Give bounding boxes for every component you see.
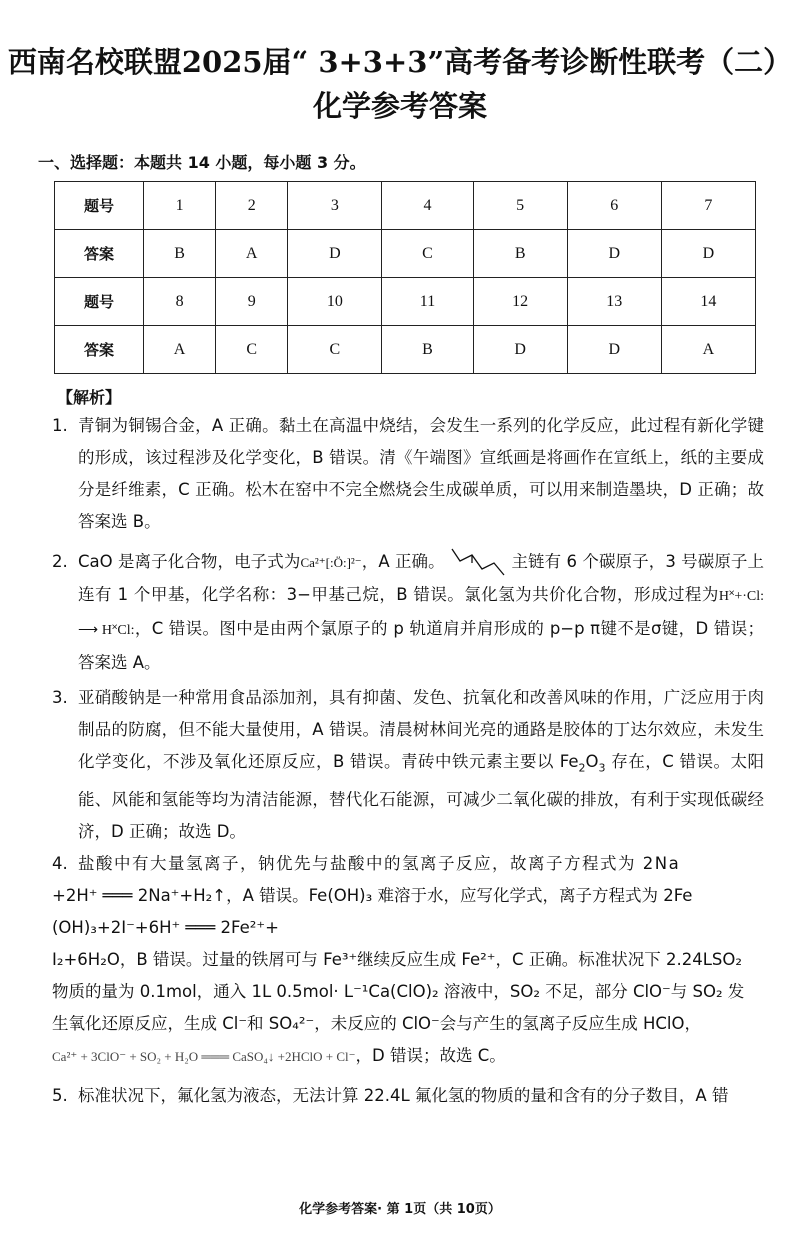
item-line: 生氧化还原反应，生成 Cl⁻和 SO₄²⁻，未反应的 ClO⁻会与产生的氢离子反应生成 HClO， <box>52 1014 701 1033</box>
page-title-line1: 西南名校联盟2025届“ 3+3+3”高考备考诊断性联考（二） <box>7 45 793 79</box>
subscript: 3 <box>598 761 606 775</box>
table-cell: D <box>473 326 567 374</box>
item-text: ，C 错误。图中是由两个氯原子的 p 轨道肩并肩形成的 p−p π键不是σ键，D 错误；答案选 A。 <box>78 619 764 672</box>
item-text: ，D 错误；故选 C。 <box>355 1046 506 1065</box>
table-row-header: 答案 <box>55 326 144 374</box>
table-cell: 10 <box>288 278 382 326</box>
table-cell: D <box>567 230 661 278</box>
table-cell: 11 <box>382 278 473 326</box>
item-number: 3. <box>52 688 68 707</box>
table-row-header: 题号 <box>55 182 144 230</box>
subscript: 2 <box>578 761 586 775</box>
table-row <box>55 326 756 374</box>
item-line: +2H⁺ ═══ 2Na⁺+H₂↑，A 错误。Fe(OH)₃ 难溶于水，应写化学式，离子方程式为 2Fe <box>52 886 693 905</box>
page-title-line2: 化学参考答案 <box>312 89 487 123</box>
table-cell: C <box>288 326 382 374</box>
item-text: CaO 是离子化合物，电子式为 <box>78 552 301 571</box>
table-cell: D <box>661 230 755 278</box>
table-cell: C <box>382 230 473 278</box>
table-cell: 2 <box>216 182 288 230</box>
table-row-header: 题号 <box>55 278 144 326</box>
skeletal-structure-image <box>450 547 506 579</box>
table-cell: 13 <box>567 278 661 326</box>
item-number: 4. <box>52 854 68 873</box>
table-cell: 6 <box>567 182 661 230</box>
table-cell: 9 <box>216 278 288 326</box>
item-text: ，A 正确。 <box>361 552 445 571</box>
answer-table <box>54 181 756 374</box>
table-cell: A <box>144 326 216 374</box>
table-cell: 14 <box>661 278 755 326</box>
item-line: (OH)₃+2I⁻+6H⁺ ═══ 2Fe²⁺+ <box>52 918 279 937</box>
hcl-formation-formula: H˟+·Cl: ⟶ H˟Cl: <box>78 589 764 638</box>
table-cell: 5 <box>473 182 567 230</box>
table-cell: 12 <box>473 278 567 326</box>
item-text: 青铜为铜锡合金，A 正确。黏土在高温中烧结，会发生一系列的化学反应，此过程有新化学键的形成，该过程涉及化学变化，B 错误。清《午端图》宣纸画是将画作在宣纸上，纸的主要成分是纤维素，C 正确。松木在窑中不完全燃烧会生成碳单质，可以用来制造墨块，D 正确；故答案选 B。 <box>78 416 764 531</box>
analysis-item-4 <box>52 848 764 1073</box>
cao-electron-formula: Ca²⁺[:Ö:]²⁻ <box>300 555 362 570</box>
table-cell: 8 <box>144 278 216 326</box>
item-line: I₂+6H₂O，B 错误。过量的铁屑可与 Fe³⁺继续反应生成 Fe²⁺，C 正确。标准状况下 2.24LSO₂ <box>52 950 743 969</box>
table-cell: B <box>144 230 216 278</box>
item-text: O <box>585 752 599 771</box>
ionic-equation: Ca²⁺ + 3ClO⁻ + SO₂ + H₂O ═══ CaSO₄↓ +2HClO + Cl⁻ <box>52 1049 356 1064</box>
table-cell: 1 <box>144 182 216 230</box>
table-cell: 4 <box>382 182 473 230</box>
item-line: 物质的量为 0.1mol，通入 1L 0.5mol· L⁻¹Ca(ClO)₂ 溶液中，SO₂ 不足，部分 ClO⁻与 SO₂ 发 <box>52 982 745 1001</box>
item-number: 1. <box>52 416 68 435</box>
table-cell: C <box>216 326 288 374</box>
analysis-item-2 <box>52 546 764 679</box>
item-text: 标准状况下，氟化氢为液态，无法计算 22.4L 氟化氢的物质的量和含有的分子数目，A 错 <box>78 1086 729 1105</box>
table-cell: A <box>661 326 755 374</box>
section-heading: 一、选择题：本题共 14 小题，每小题 3 分。 <box>38 153 366 172</box>
page-footer: 化学参考答案· 第 1页（共 10页） <box>299 1202 501 1217</box>
table-row <box>55 182 756 230</box>
table-row <box>55 278 756 326</box>
table-cell: 7 <box>661 182 755 230</box>
item-text: 主链有 6 个碳原子，3 号碳原子上连有 1 个甲基，化学名称：3−甲基己烷，B 错误。氯化氢为共价化合物，形成过程为 <box>78 552 765 604</box>
table-cell: 3 <box>288 182 382 230</box>
item-text: 亚硝酸钠是一种常用食品添加剂，具有抑菌、发色、抗氧化和改善风味的作用，广泛应用于肉制品的防腐，但不能大量使用，A 错误。清晨树林间光亮的通路是胶体的丁达尔效应，未发生化学变化，不涉及氧化还原反应，B 错误。青砖中铁元素主要以 Fe <box>78 688 764 771</box>
table-cell: D <box>567 326 661 374</box>
analysis-item-5 <box>52 1080 764 1112</box>
analysis-heading: 【解析】 <box>57 388 122 407</box>
table-row-header: 答案 <box>55 230 144 278</box>
item-number: 5. <box>52 1086 68 1105</box>
table-cell: A <box>216 230 288 278</box>
analysis-item-1 <box>52 410 764 538</box>
item-number: 2. <box>52 552 68 571</box>
table-row <box>55 230 756 278</box>
table-cell: D <box>288 230 382 278</box>
item-line: 盐酸中有大量氢离子，钠优先与盐酸中的氢离子反应，故离子方程式为 2Na <box>78 854 681 873</box>
table-cell: B <box>473 230 567 278</box>
analysis-item-3 <box>52 682 764 848</box>
table-cell: B <box>382 326 473 374</box>
item-text: 存在，C 错误。太阳能、风能和氢能等均为清洁能源，替代化石能源，可减少二氧化碳的排放，有利于实现低碳经济，D 正确；故选 D。 <box>78 752 764 842</box>
